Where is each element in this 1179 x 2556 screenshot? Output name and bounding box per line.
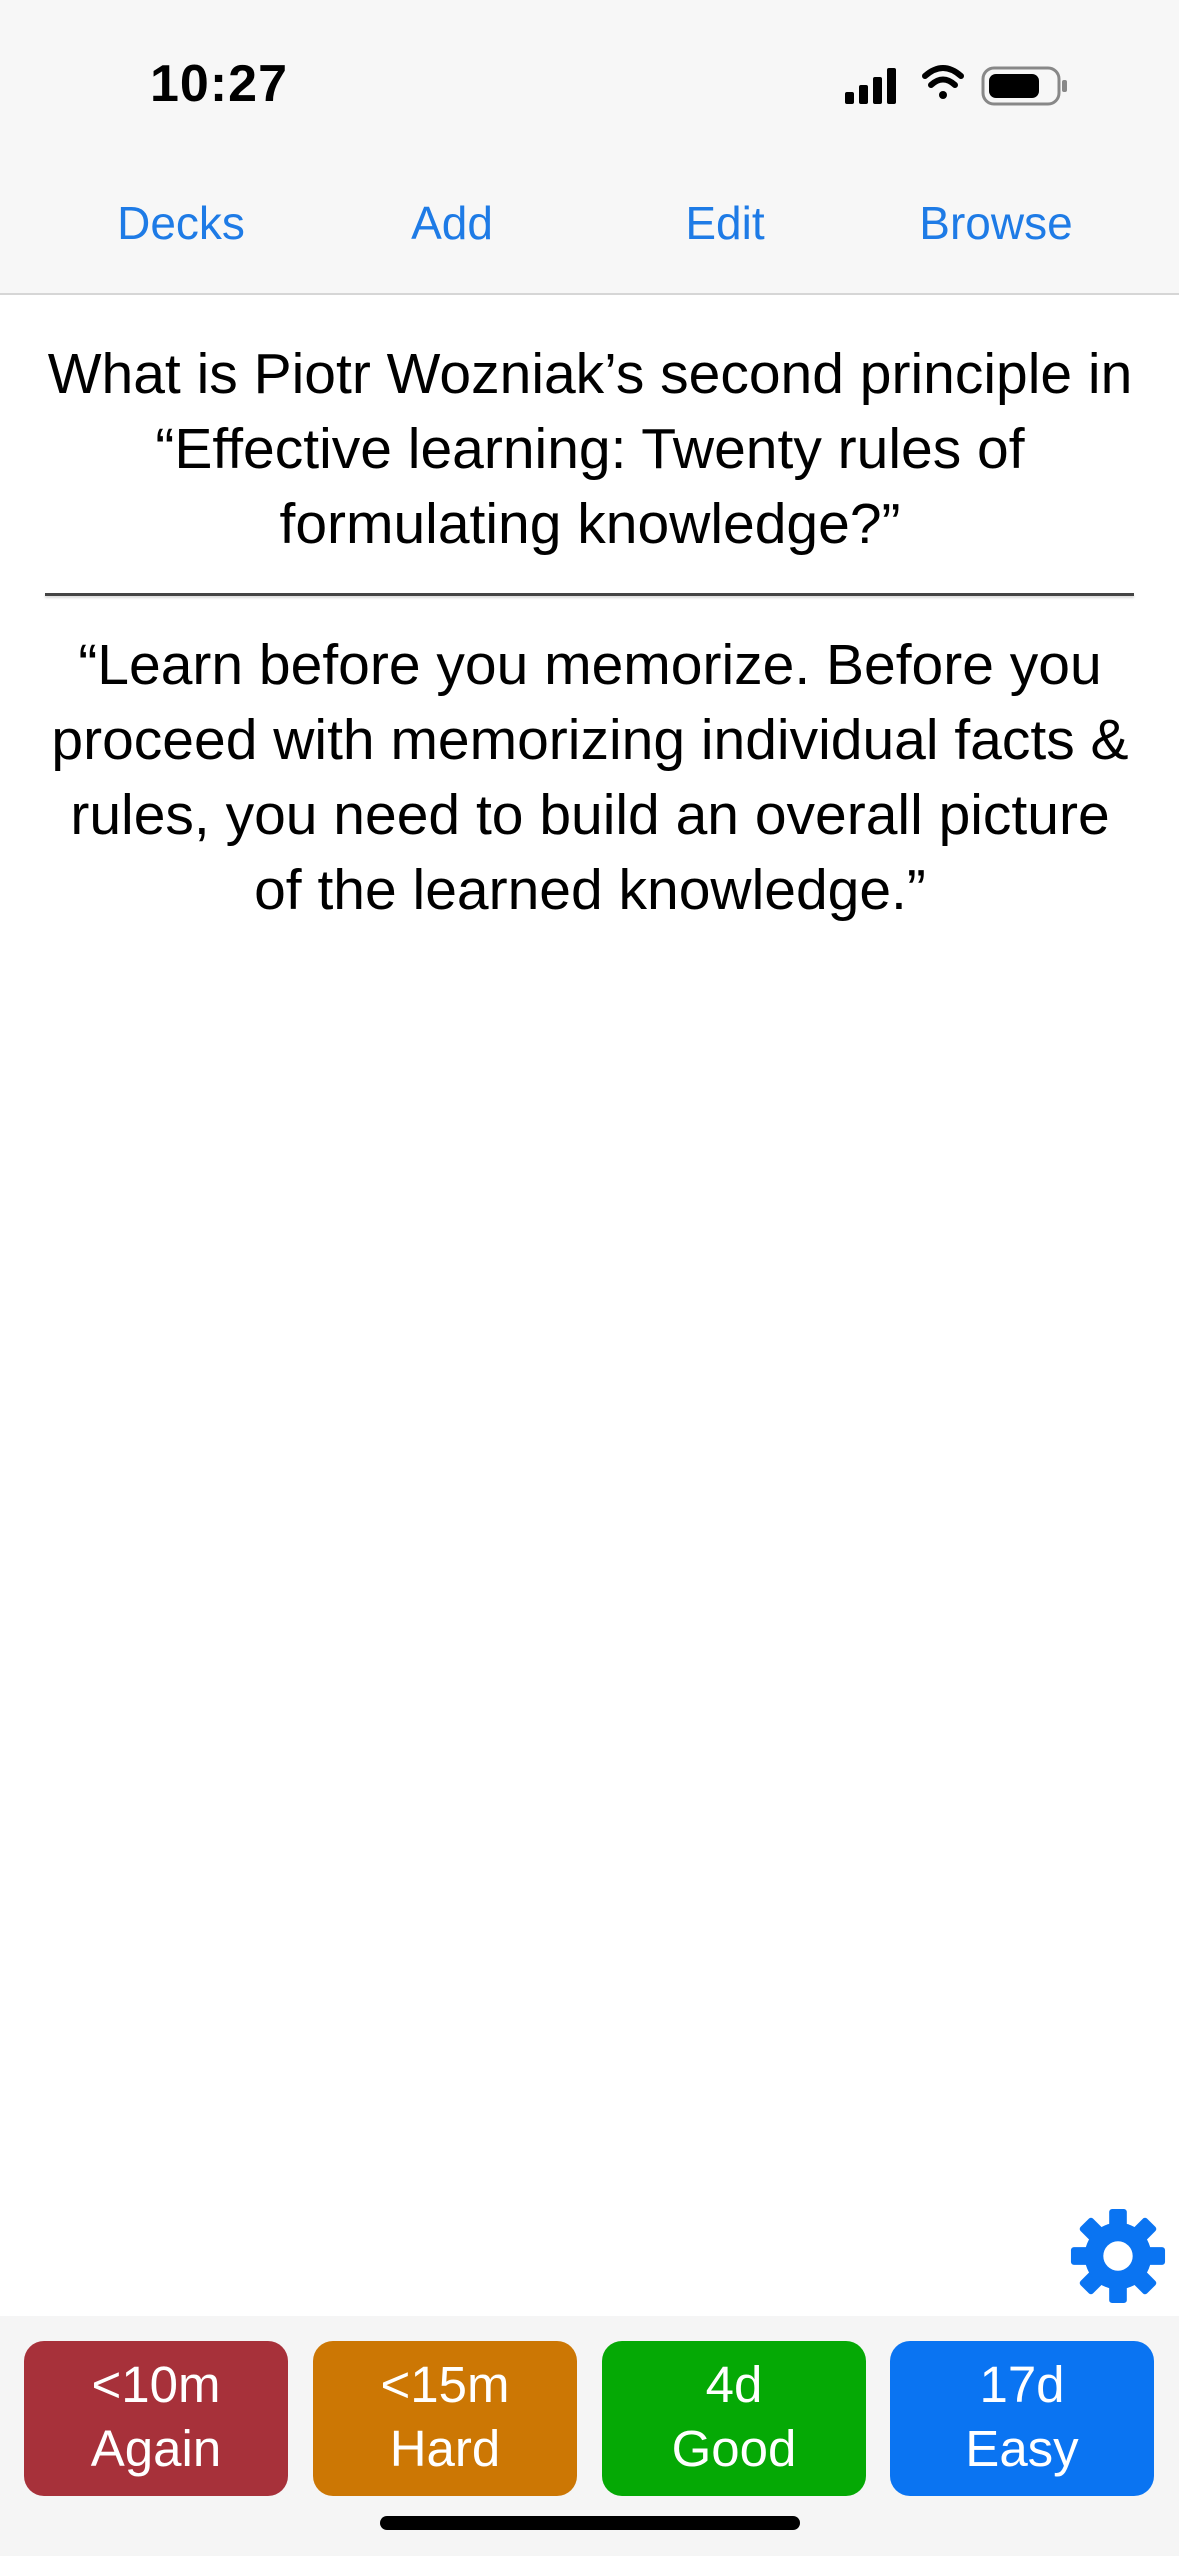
edit-button[interactable]: Edit	[685, 197, 765, 249]
browse-button[interactable]: Browse	[919, 197, 1073, 249]
hard-label: Hard	[389, 2420, 501, 2477]
decks-button[interactable]: Decks	[117, 197, 245, 249]
good-interval: 4d	[705, 2356, 763, 2413]
top-bar	[0, 0, 1179, 295]
again-interval: <10m	[91, 2356, 221, 2413]
add-button[interactable]: Add	[411, 197, 493, 249]
good-label: Good	[671, 2420, 797, 2477]
status-time: 10:27	[150, 55, 288, 113]
again-button[interactable]	[24, 2341, 288, 2496]
easy-button[interactable]	[890, 2341, 1154, 2496]
good-button[interactable]	[602, 2341, 866, 2496]
gear-icon[interactable]	[1069, 2207, 1167, 2305]
hard-interval: <15m	[380, 2356, 510, 2413]
status-icons	[843, 62, 1083, 112]
again-label: Again	[90, 2420, 222, 2477]
card-answer: “Learn before you memorize. Before you proceed with memorizing individual facts & rules, you need to build an overall picture of the learned knowledge.”	[51, 633, 1129, 922]
easy-label: Easy	[965, 2420, 1079, 2477]
easy-interval: 17d	[979, 2356, 1065, 2413]
battery-icon	[983, 68, 1067, 104]
home-indicator[interactable]	[380, 2516, 800, 2530]
card-question: What is Piotr Wozniak’s second principle in “Effective learning: Twenty rules of formulating knowledge?”	[47, 342, 1133, 556]
wifi-icon	[925, 68, 961, 99]
question-answer-divider	[45, 593, 1134, 596]
cellular-signal-icon	[845, 68, 896, 104]
hard-button[interactable]	[313, 2341, 577, 2496]
